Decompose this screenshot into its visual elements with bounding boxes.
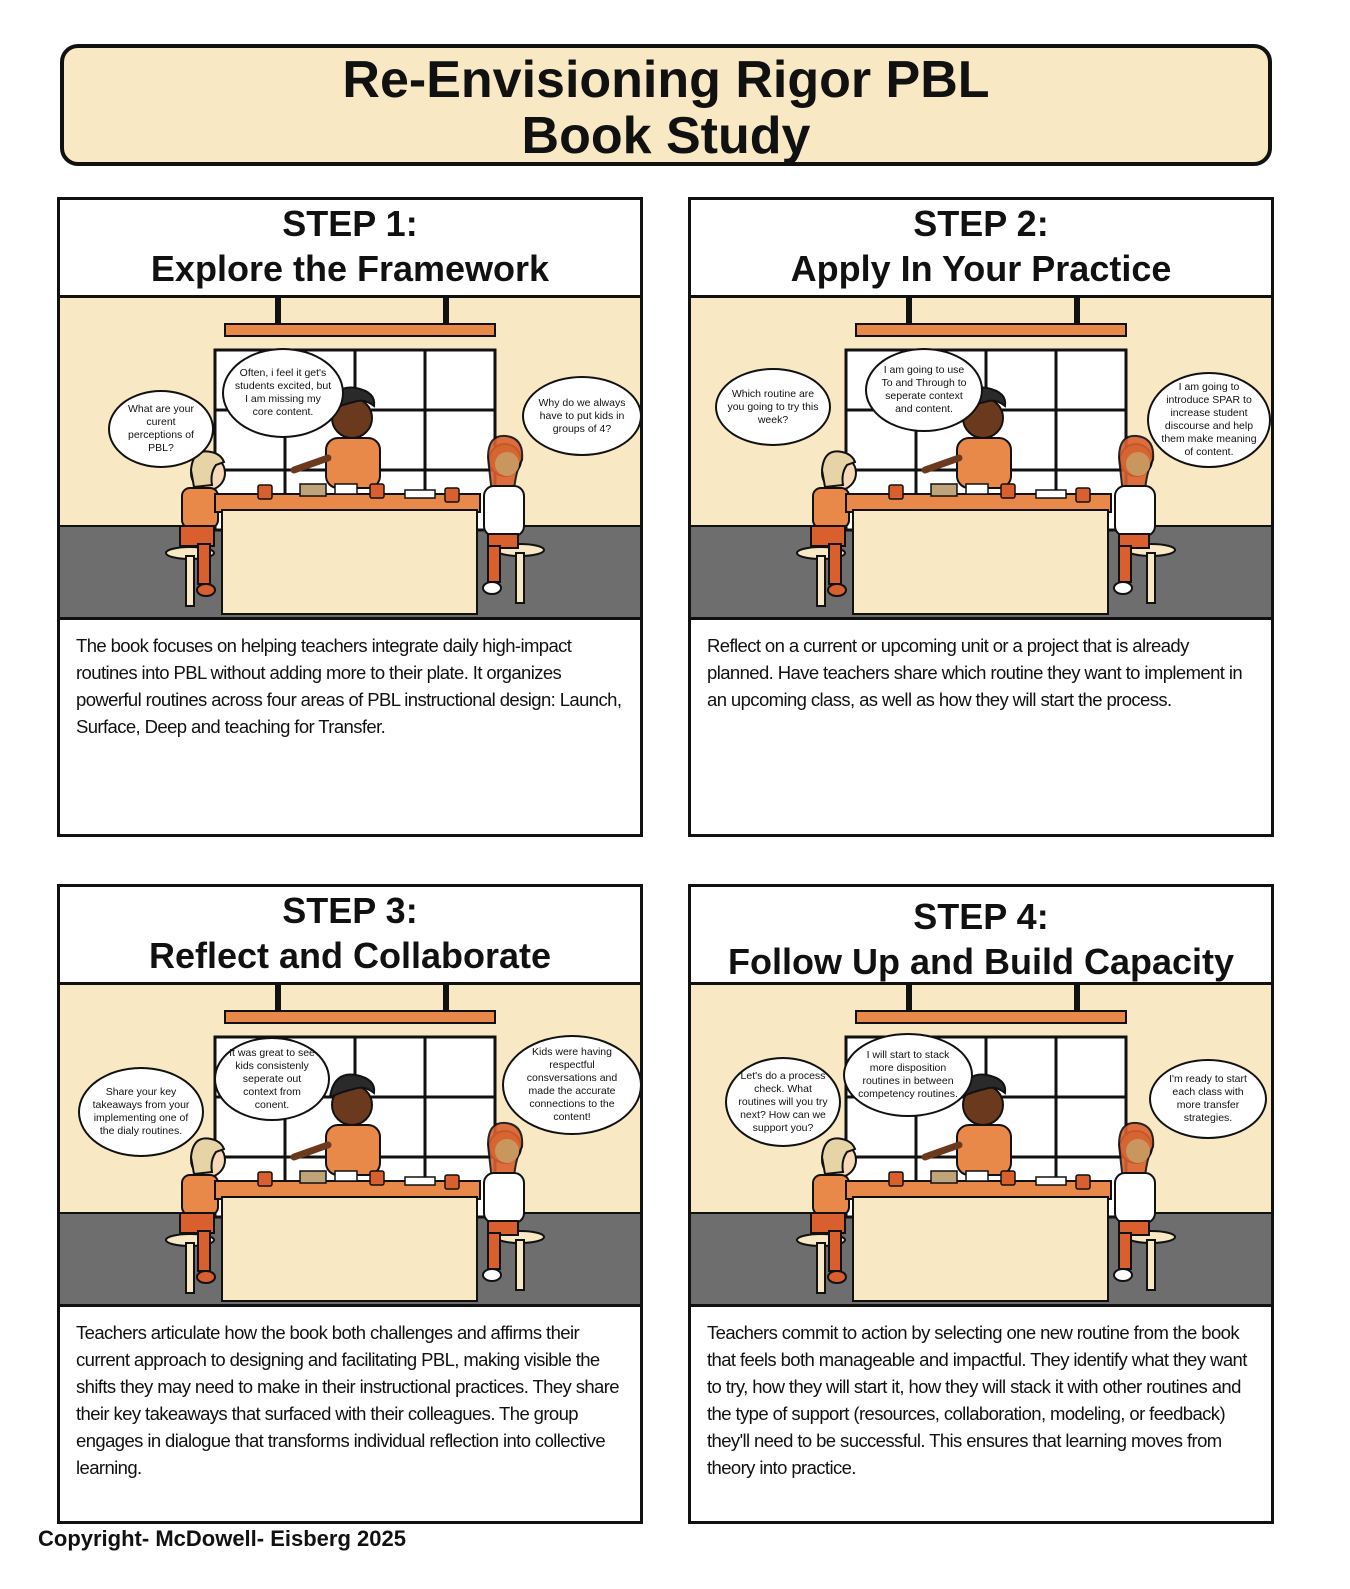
- title-line-1: Re-Envisioning Rigor PBL: [342, 51, 990, 109]
- step-number: STEP 3:: [282, 890, 418, 931]
- title-line-2: Book Study: [521, 107, 811, 165]
- panel-header: [60, 200, 640, 298]
- panel-header: [60, 887, 640, 985]
- speech-bubble-left: Share your key takeaways from your implementing one of the dialy routines.: [78, 1067, 204, 1157]
- speech-bubble-middle: I will start to stack more disposition routines in between competency routines.: [843, 1033, 973, 1117]
- step-number: STEP 1:: [282, 203, 418, 244]
- title-banner: [60, 44, 1272, 166]
- step-3-panel: [57, 884, 643, 1524]
- comic-scene: [60, 298, 640, 620]
- step-description: Teachers articulate how the book both challenges and affirms their current approach to designing and facilitating PBL, making visible the shifts they may need to make in their instructional practices. They share their key takeaways that surfaced with their colleagues. The group engages in dialogue that transforms individual reflection into collective learning.: [76, 1322, 619, 1478]
- speech-bubble-left: Let's do a process check. What routines will you try next? How can we support you?: [725, 1057, 841, 1147]
- comic-scene: [691, 985, 1271, 1307]
- speech-bubble-left: Which routine are you going to try this week?: [715, 368, 831, 446]
- step-title: Apply In Your Practice: [790, 248, 1172, 289]
- comic-scene: [60, 985, 640, 1307]
- comic-scene: [691, 298, 1271, 620]
- step-number: STEP 2:: [913, 203, 1049, 244]
- step-number: STEP 4:: [913, 896, 1049, 937]
- speech-bubble-middle: Often, i feel it get's students excited, but I am missing my core content.: [222, 348, 344, 438]
- speech-bubble-right: I am going to introduce SPAR to increase student discourse and help them make meaning of content.: [1147, 372, 1271, 468]
- copyright-notice: Copyright- McDowell- Eisberg 2025: [38, 1526, 406, 1551]
- panel-header: [691, 200, 1271, 298]
- speech-bubble-right: I'm ready to start each class with more transfer strategies.: [1149, 1059, 1267, 1139]
- step-1-panel: [57, 197, 643, 837]
- panel-header: [691, 887, 1271, 985]
- step-description: Reflect on a current or upcoming unit or a project that is already planned. Have teachers share which routine they want to implement in an upcoming class, as well as how they will start the process.: [707, 635, 1243, 710]
- step-title: Follow Up and Build Capacity: [727, 941, 1235, 982]
- speech-bubble-left: What are your curent perceptions of PBL?: [108, 390, 214, 468]
- step-title: Reflect and Collaborate: [148, 935, 552, 976]
- speech-bubble-right: Kids were having respectful consversations and made the accurate connections to the content!: [502, 1035, 640, 1135]
- step-description: The book focuses on helping teachers integrate daily high-impact routines into PBL without adding more to their plate. It organizes powerful routines across four areas of PBL instructional design: Launch, Surface, Deep and teaching for Transfer.: [76, 635, 622, 737]
- step-2-panel: [688, 197, 1274, 837]
- speech-bubble-middle: I am going to use To and Through to seperate context and content.: [865, 348, 983, 432]
- step-4-panel: [688, 884, 1274, 1524]
- speech-bubble-middle: It was great to see kids consistenly seperate out context from conent.: [214, 1037, 330, 1121]
- step-description: Teachers commit to action by selecting one new routine from the book that feels both manageable and impactful. They identify what they want to try, how they will start it, how they will stack it with other routines and the type of support (resources, collaboration, modeling, or feedback) they'll need to be successful. This ensures that learning moves from theory into practice.: [707, 1322, 1247, 1478]
- step-title: Explore the Framework: [150, 248, 550, 289]
- speech-bubble-right: Why do we always have to put kids in groups of 4?: [522, 376, 640, 456]
